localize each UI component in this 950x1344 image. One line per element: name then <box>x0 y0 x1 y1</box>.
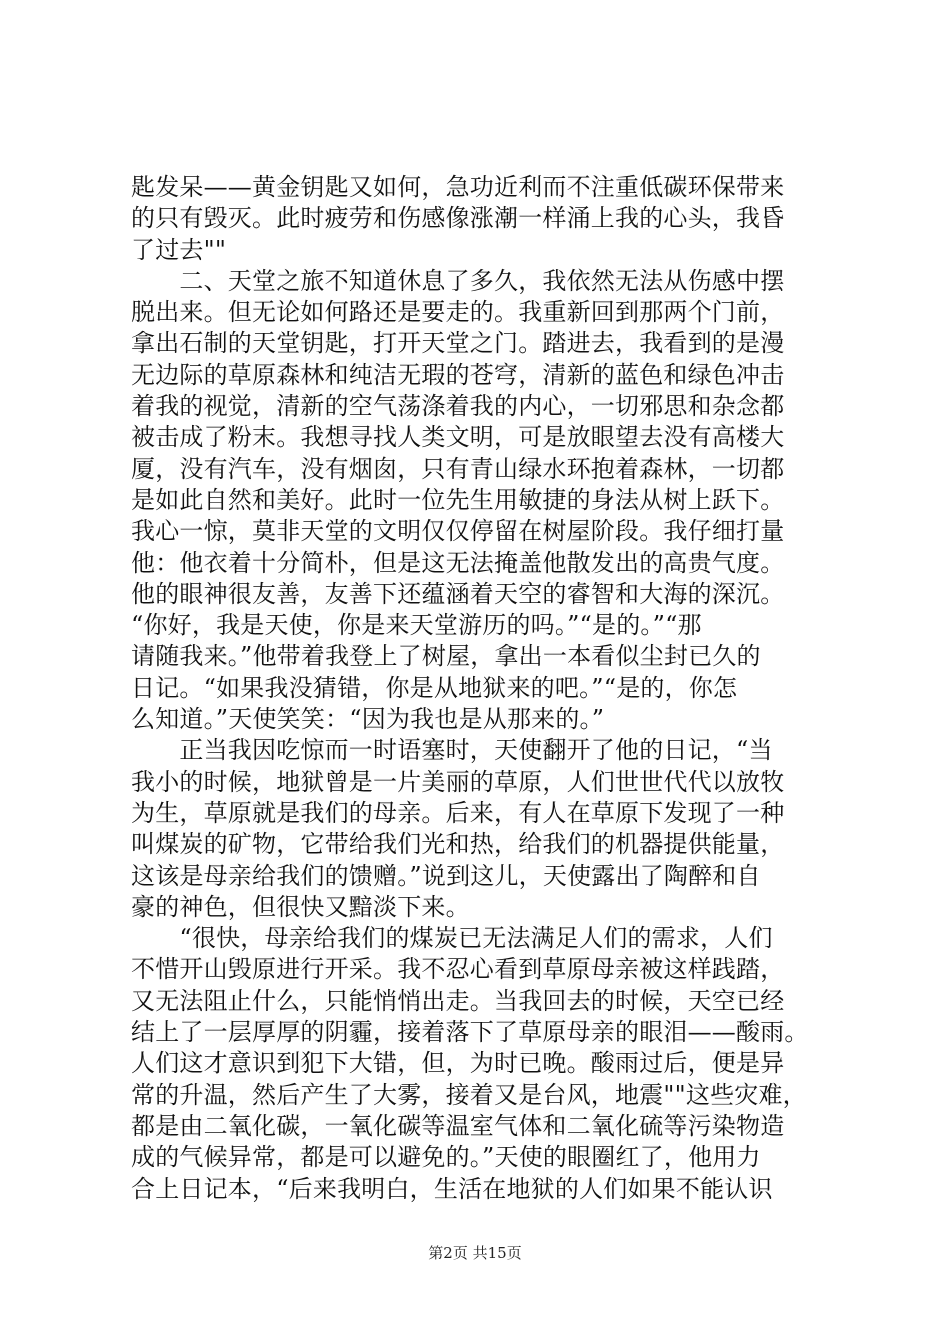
text-line: 常的升温，然后产生了大雾，接着又是台风，地震""这些灾难， <box>131 1080 807 1109</box>
text-line: 么知道。”天使笑笑：“因为我也是从那来的。” <box>131 705 605 734</box>
text-line: 我心一惊，莫非天堂的文明仅仅停留在树屋阶段。我仔细打量 <box>131 517 785 546</box>
text-line: 他：他衣着十分简朴，但是这无法掩盖他散发出的高贵气度。 <box>131 548 785 577</box>
text-line: 人们这才意识到犯下大错，但，为时已晚。酸雨过后，便是异 <box>131 1049 785 1078</box>
text-line: 叫煤炭的矿物，它带给我们光和热，给我们的机器提供能量， <box>131 830 785 859</box>
text-line: 的只有毁灭。此时疲劳和伤感像涨潮一样涌上我的心头，我昏 <box>131 204 785 233</box>
text-line: “你好，我是天使，你是来天堂游历的吗。”“是的。”“那 <box>131 611 702 640</box>
text-line: 我小的时候，地狱曾是一片美丽的草原，人们世世代代以放牧 <box>131 767 785 796</box>
text-line: 请随我来。”他带着我登上了树屋，拿出一本看似尘封已久的 <box>131 642 761 671</box>
text-line: 结上了一层厚厚的阴霾，接着落下了草原母亲的眼泪——酸雨。 <box>131 1018 809 1047</box>
text-line: 为生，草原就是我们的母亲。后来，有人在草原下发现了一种 <box>131 798 785 827</box>
text-line: 都是由二氧化碳，一氧化碳等温室气体和二氧化硫等污染物造 <box>131 1111 785 1140</box>
text-line: 这该是母亲给我们的馈赠。”说到这儿，天使露出了陶醉和自 <box>131 861 761 890</box>
text-line: 无边际的草原森林和纯洁无瑕的苍穹，清新的蓝色和绿色冲击 <box>131 360 785 389</box>
text-line: 匙发呆——黄金钥匙又如何，急功近利而不注重低碳环保带来 <box>131 173 785 201</box>
text-line: 合上日记本，“后来我明白，生活在地狱的人们如果不能认识 <box>131 1174 773 1203</box>
text-line: 他的眼神很友善，友善下还蕴涵着天空的睿智和大海的深沉。 <box>131 579 785 608</box>
text-line: 正当我因吃惊而一时语塞时，天使翻开了他的日记，“当 <box>131 736 773 765</box>
text-line: 脱出来。但无论如何路还是要走的。我重新回到那两个门前， <box>131 298 785 327</box>
text-line: 二、天堂之旅不知道休息了多久，我依然无法从伤感中摆 <box>131 266 785 295</box>
text-line: “很快，母亲给我们的煤炭已无法满足人们的需求，人们 <box>131 924 773 953</box>
document-body <box>131 172 831 1205</box>
text-line: 厦，没有汽车，没有烟囱，只有青山绿水环抱着森林，一切都 <box>131 454 785 483</box>
text-line: 成的气候异常，都是可以避免的。”天使的眼圈红了，他用力 <box>131 1143 761 1172</box>
text-line: 不惜开山毁原进行开采。我不忍心看到草原母亲被这样践踏， <box>131 955 785 984</box>
text-line: 拿出石制的天堂钥匙，打开天堂之门。踏进去，我看到的是漫 <box>131 329 785 358</box>
text-line: 日记。“如果我没猜错，你是从地狱来的吧。”“是的，你怎 <box>131 673 738 702</box>
text-line: 是如此自然和美好。此时一位先生用敏捷的身法从树上跃下。 <box>131 485 785 514</box>
text-line: 着我的视觉，清新的空气荡涤着我的内心，一切邪思和杂念都 <box>131 392 785 421</box>
text-line: 豪的神色，但很快又黯淡下来。 <box>131 892 470 921</box>
text-line: 又无法阻止什么，只能悄悄出走。当我回去的时候，天空已经 <box>131 986 785 1015</box>
page-number: 第2页 共15页 <box>428 1244 522 1262</box>
text-line: 了过去"" <box>131 235 227 264</box>
text-line: 被击成了粉末。我想寻找人类文明，可是放眼望去没有高楼大 <box>131 423 785 452</box>
